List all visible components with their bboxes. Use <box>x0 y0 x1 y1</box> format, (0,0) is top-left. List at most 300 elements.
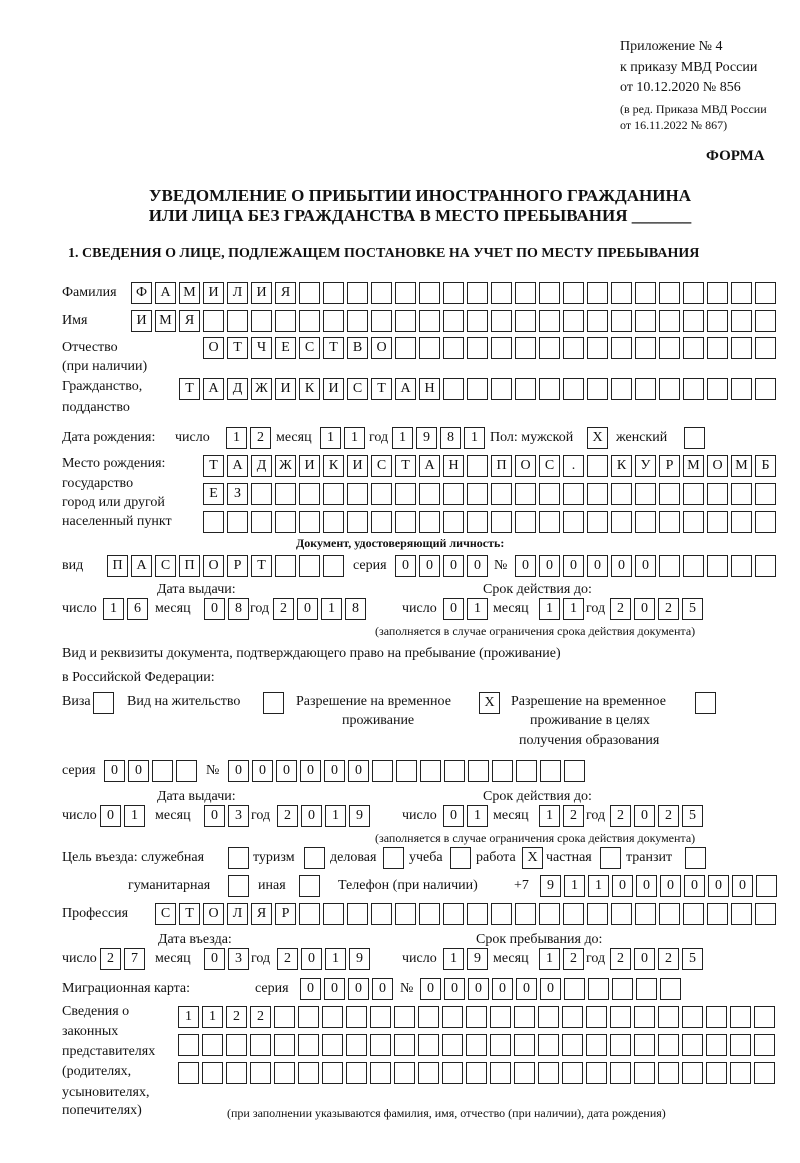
char-cell[interactable] <box>562 1034 583 1056</box>
char-cell[interactable] <box>251 511 272 533</box>
char-cell[interactable] <box>370 1034 391 1056</box>
char-cell[interactable] <box>610 1062 631 1084</box>
char-cell[interactable]: Н <box>443 455 464 477</box>
char-cell[interactable] <box>730 1034 751 1056</box>
char-cell[interactable]: 2 <box>563 805 584 827</box>
char-cell[interactable] <box>683 378 704 400</box>
char-cell[interactable] <box>346 1006 367 1028</box>
char-cell[interactable] <box>564 978 585 1000</box>
char-cell[interactable]: Т <box>179 903 200 925</box>
char-cell[interactable]: Р <box>659 455 680 477</box>
char-cell[interactable] <box>755 337 776 359</box>
char-cell[interactable] <box>419 483 440 505</box>
checkbox-box[interactable] <box>684 427 705 449</box>
char-cell[interactable] <box>467 282 488 304</box>
char-cell[interactable]: 0 <box>204 598 225 620</box>
char-cell[interactable] <box>755 282 776 304</box>
char-cell[interactable] <box>755 483 776 505</box>
char-cell[interactable] <box>394 1062 415 1084</box>
char-cell[interactable] <box>563 282 584 304</box>
char-cell[interactable]: Р <box>275 903 296 925</box>
char-cell[interactable]: А <box>155 282 176 304</box>
char-cell[interactable] <box>563 483 584 505</box>
char-cell[interactable]: К <box>299 378 320 400</box>
char-cell[interactable] <box>514 1006 535 1028</box>
char-cell[interactable]: 1 <box>103 598 124 620</box>
char-cell[interactable] <box>658 1034 679 1056</box>
char-cell[interactable] <box>418 1034 439 1056</box>
char-cell[interactable] <box>539 337 560 359</box>
char-cell[interactable] <box>395 483 416 505</box>
char-cell[interactable]: 1 <box>467 598 488 620</box>
char-cell[interactable] <box>347 282 368 304</box>
char-cell[interactable] <box>659 555 680 577</box>
char-cell[interactable]: О <box>203 903 224 925</box>
char-cell[interactable] <box>731 483 752 505</box>
char-cell[interactable]: 0 <box>301 805 322 827</box>
char-cell[interactable]: 1 <box>344 427 365 449</box>
char-cell[interactable]: Т <box>227 337 248 359</box>
char-cell[interactable]: 0 <box>634 598 655 620</box>
char-cell[interactable]: О <box>707 455 728 477</box>
char-cell[interactable]: А <box>227 455 248 477</box>
char-cell[interactable] <box>203 310 224 332</box>
checkbox-box[interactable]: X <box>479 692 500 714</box>
char-cell[interactable]: З <box>227 483 248 505</box>
char-cell[interactable] <box>372 760 393 782</box>
char-cell[interactable] <box>659 483 680 505</box>
char-cell[interactable] <box>706 1034 727 1056</box>
char-cell[interactable]: 0 <box>104 760 125 782</box>
char-cell[interactable]: В <box>347 337 368 359</box>
char-cell[interactable] <box>442 1034 463 1056</box>
char-cell[interactable]: 0 <box>252 760 273 782</box>
char-cell[interactable]: И <box>203 282 224 304</box>
char-cell[interactable]: 0 <box>128 760 149 782</box>
char-cell[interactable]: С <box>155 903 176 925</box>
char-cell[interactable]: А <box>131 555 152 577</box>
char-cell[interactable] <box>659 903 680 925</box>
char-cell[interactable]: 2 <box>277 805 298 827</box>
char-cell[interactable]: Я <box>275 282 296 304</box>
char-cell[interactable] <box>515 337 536 359</box>
char-cell[interactable]: 1 <box>202 1006 223 1028</box>
char-cell[interactable] <box>755 903 776 925</box>
char-cell[interactable]: 0 <box>372 978 393 1000</box>
char-cell[interactable] <box>635 511 656 533</box>
char-cell[interactable] <box>466 1062 487 1084</box>
char-cell[interactable]: О <box>203 555 224 577</box>
char-cell[interactable] <box>754 1034 775 1056</box>
char-cell[interactable] <box>514 1062 535 1084</box>
char-cell[interactable] <box>754 1006 775 1028</box>
char-cell[interactable] <box>490 1006 511 1028</box>
char-cell[interactable]: 0 <box>276 760 297 782</box>
char-cell[interactable]: 2 <box>610 598 631 620</box>
char-cell[interactable]: 7 <box>124 948 145 970</box>
char-cell[interactable] <box>419 903 440 925</box>
char-cell[interactable]: Т <box>203 455 224 477</box>
char-cell[interactable]: И <box>299 455 320 477</box>
checkbox-box[interactable]: X <box>522 847 543 869</box>
checkbox-box[interactable] <box>600 847 621 869</box>
char-cell[interactable]: 3 <box>228 948 249 970</box>
char-cell[interactable]: Д <box>251 455 272 477</box>
char-cell[interactable] <box>707 310 728 332</box>
char-cell[interactable] <box>395 337 416 359</box>
char-cell[interactable] <box>442 1006 463 1028</box>
char-cell[interactable]: Ф <box>131 282 152 304</box>
char-cell[interactable]: 2 <box>277 948 298 970</box>
char-cell[interactable]: 0 <box>611 555 632 577</box>
char-cell[interactable]: 1 <box>563 598 584 620</box>
char-cell[interactable] <box>731 282 752 304</box>
checkbox-box[interactable] <box>228 847 249 869</box>
char-cell[interactable]: 9 <box>416 427 437 449</box>
char-cell[interactable]: 2 <box>250 1006 271 1028</box>
char-cell[interactable] <box>612 978 633 1000</box>
char-cell[interactable]: 0 <box>587 555 608 577</box>
char-cell[interactable] <box>562 1062 583 1084</box>
char-cell[interactable] <box>514 1034 535 1056</box>
char-cell[interactable]: 1 <box>539 805 560 827</box>
char-cell[interactable] <box>707 282 728 304</box>
char-cell[interactable] <box>251 483 272 505</box>
char-cell[interactable] <box>419 511 440 533</box>
char-cell[interactable] <box>299 483 320 505</box>
char-cell[interactable]: 9 <box>540 875 561 897</box>
char-cell[interactable] <box>731 337 752 359</box>
char-cell[interactable] <box>707 555 728 577</box>
char-cell[interactable] <box>658 1006 679 1028</box>
char-cell[interactable] <box>152 760 173 782</box>
char-cell[interactable] <box>491 378 512 400</box>
char-cell[interactable] <box>755 378 776 400</box>
char-cell[interactable] <box>588 978 609 1000</box>
char-cell[interactable] <box>707 511 728 533</box>
char-cell[interactable]: И <box>251 282 272 304</box>
char-cell[interactable]: Е <box>203 483 224 505</box>
char-cell[interactable]: 0 <box>467 555 488 577</box>
char-cell[interactable]: 0 <box>100 805 121 827</box>
char-cell[interactable] <box>539 282 560 304</box>
char-cell[interactable] <box>587 483 608 505</box>
char-cell[interactable] <box>516 760 537 782</box>
char-cell[interactable] <box>491 337 512 359</box>
char-cell[interactable] <box>491 483 512 505</box>
char-cell[interactable] <box>298 1034 319 1056</box>
char-cell[interactable]: 1 <box>464 427 485 449</box>
char-cell[interactable] <box>539 483 560 505</box>
char-cell[interactable]: 1 <box>321 598 342 620</box>
char-cell[interactable] <box>251 310 272 332</box>
char-cell[interactable]: М <box>683 455 704 477</box>
char-cell[interactable]: 0 <box>684 875 705 897</box>
char-cell[interactable] <box>444 760 465 782</box>
char-cell[interactable] <box>490 1034 511 1056</box>
char-cell[interactable] <box>586 1006 607 1028</box>
char-cell[interactable]: 8 <box>440 427 461 449</box>
char-cell[interactable]: Т <box>395 455 416 477</box>
char-cell[interactable] <box>492 760 513 782</box>
checkbox-box[interactable] <box>263 692 284 714</box>
char-cell[interactable] <box>587 378 608 400</box>
char-cell[interactable]: 9 <box>349 948 370 970</box>
char-cell[interactable] <box>396 760 417 782</box>
char-cell[interactable] <box>754 1062 775 1084</box>
char-cell[interactable] <box>442 1062 463 1084</box>
char-cell[interactable] <box>659 378 680 400</box>
char-cell[interactable]: 0 <box>515 555 536 577</box>
char-cell[interactable] <box>515 310 536 332</box>
char-cell[interactable] <box>466 1034 487 1056</box>
char-cell[interactable]: С <box>347 378 368 400</box>
char-cell[interactable]: 0 <box>492 978 513 1000</box>
char-cell[interactable] <box>299 310 320 332</box>
char-cell[interactable] <box>178 1034 199 1056</box>
char-cell[interactable]: 1 <box>320 427 341 449</box>
char-cell[interactable]: К <box>611 455 632 477</box>
checkbox-box[interactable] <box>299 875 320 897</box>
char-cell[interactable]: С <box>155 555 176 577</box>
char-cell[interactable] <box>370 1006 391 1028</box>
char-cell[interactable]: И <box>131 310 152 332</box>
char-cell[interactable] <box>491 511 512 533</box>
char-cell[interactable] <box>659 511 680 533</box>
char-cell[interactable] <box>202 1062 223 1084</box>
char-cell[interactable]: И <box>347 455 368 477</box>
char-cell[interactable]: 2 <box>610 948 631 970</box>
char-cell[interactable]: 1 <box>325 948 346 970</box>
char-cell[interactable]: 0 <box>348 978 369 1000</box>
checkbox-box[interactable] <box>93 692 114 714</box>
char-cell[interactable]: 0 <box>612 875 633 897</box>
char-cell[interactable] <box>731 555 752 577</box>
char-cell[interactable]: 0 <box>540 978 561 1000</box>
char-cell[interactable] <box>443 483 464 505</box>
char-cell[interactable]: 0 <box>539 555 560 577</box>
char-cell[interactable]: 1 <box>325 805 346 827</box>
char-cell[interactable] <box>564 760 585 782</box>
char-cell[interactable] <box>443 310 464 332</box>
char-cell[interactable] <box>178 1062 199 1084</box>
char-cell[interactable]: А <box>203 378 224 400</box>
char-cell[interactable] <box>587 511 608 533</box>
char-cell[interactable]: И <box>323 378 344 400</box>
char-cell[interactable]: Л <box>227 903 248 925</box>
char-cell[interactable] <box>707 903 728 925</box>
char-cell[interactable] <box>226 1062 247 1084</box>
char-cell[interactable] <box>515 378 536 400</box>
char-cell[interactable]: 0 <box>420 978 441 1000</box>
char-cell[interactable] <box>587 903 608 925</box>
char-cell[interactable]: 0 <box>443 805 464 827</box>
char-cell[interactable] <box>443 511 464 533</box>
char-cell[interactable] <box>346 1034 367 1056</box>
char-cell[interactable]: 6 <box>127 598 148 620</box>
char-cell[interactable] <box>467 511 488 533</box>
char-cell[interactable]: Ч <box>251 337 272 359</box>
char-cell[interactable] <box>419 282 440 304</box>
char-cell[interactable]: Н <box>419 378 440 400</box>
char-cell[interactable] <box>443 282 464 304</box>
char-cell[interactable] <box>539 511 560 533</box>
char-cell[interactable]: 0 <box>300 760 321 782</box>
char-cell[interactable]: Е <box>275 337 296 359</box>
char-cell[interactable]: У <box>635 455 656 477</box>
char-cell[interactable]: Т <box>251 555 272 577</box>
char-cell[interactable] <box>538 1006 559 1028</box>
char-cell[interactable] <box>611 483 632 505</box>
char-cell[interactable] <box>683 511 704 533</box>
char-cell[interactable]: 2 <box>658 598 679 620</box>
char-cell[interactable] <box>323 310 344 332</box>
char-cell[interactable] <box>707 378 728 400</box>
char-cell[interactable] <box>347 310 368 332</box>
char-cell[interactable] <box>299 511 320 533</box>
char-cell[interactable] <box>683 282 704 304</box>
char-cell[interactable]: . <box>563 455 584 477</box>
char-cell[interactable]: М <box>179 282 200 304</box>
char-cell[interactable]: 0 <box>635 555 656 577</box>
char-cell[interactable]: 0 <box>301 948 322 970</box>
char-cell[interactable]: 1 <box>564 875 585 897</box>
char-cell[interactable] <box>538 1062 559 1084</box>
char-cell[interactable] <box>611 282 632 304</box>
char-cell[interactable] <box>274 1062 295 1084</box>
char-cell[interactable]: Я <box>251 903 272 925</box>
char-cell[interactable]: Л <box>227 282 248 304</box>
char-cell[interactable]: 5 <box>682 805 703 827</box>
char-cell[interactable] <box>635 378 656 400</box>
char-cell[interactable] <box>611 903 632 925</box>
char-cell[interactable]: 1 <box>539 948 560 970</box>
char-cell[interactable] <box>707 337 728 359</box>
char-cell[interactable]: А <box>395 378 416 400</box>
char-cell[interactable]: Т <box>323 337 344 359</box>
char-cell[interactable] <box>322 1034 343 1056</box>
char-cell[interactable]: 2 <box>273 598 294 620</box>
char-cell[interactable] <box>467 378 488 400</box>
char-cell[interactable] <box>202 1034 223 1056</box>
char-cell[interactable] <box>299 903 320 925</box>
char-cell[interactable] <box>418 1006 439 1028</box>
char-cell[interactable] <box>539 310 560 332</box>
char-cell[interactable] <box>275 555 296 577</box>
char-cell[interactable] <box>683 555 704 577</box>
char-cell[interactable]: 2 <box>250 427 271 449</box>
char-cell[interactable] <box>586 1034 607 1056</box>
char-cell[interactable]: А <box>419 455 440 477</box>
char-cell[interactable] <box>635 282 656 304</box>
char-cell[interactable] <box>371 483 392 505</box>
char-cell[interactable] <box>347 511 368 533</box>
char-cell[interactable] <box>660 978 681 1000</box>
char-cell[interactable]: 0 <box>324 760 345 782</box>
char-cell[interactable] <box>323 511 344 533</box>
char-cell[interactable] <box>707 483 728 505</box>
char-cell[interactable]: Т <box>179 378 200 400</box>
char-cell[interactable]: П <box>491 455 512 477</box>
char-cell[interactable]: Т <box>371 378 392 400</box>
char-cell[interactable]: М <box>731 455 752 477</box>
char-cell[interactable] <box>659 282 680 304</box>
char-cell[interactable]: 0 <box>395 555 416 577</box>
char-cell[interactable] <box>275 483 296 505</box>
char-cell[interactable] <box>394 1034 415 1056</box>
char-cell[interactable]: 0 <box>660 875 681 897</box>
char-cell[interactable] <box>443 337 464 359</box>
char-cell[interactable]: 5 <box>682 598 703 620</box>
char-cell[interactable] <box>562 1006 583 1028</box>
char-cell[interactable] <box>227 511 248 533</box>
char-cell[interactable] <box>682 1062 703 1084</box>
char-cell[interactable] <box>682 1006 703 1028</box>
char-cell[interactable] <box>466 1006 487 1028</box>
char-cell[interactable] <box>515 483 536 505</box>
char-cell[interactable] <box>610 1006 631 1028</box>
char-cell[interactable] <box>682 1034 703 1056</box>
char-cell[interactable] <box>346 1062 367 1084</box>
char-cell[interactable]: 3 <box>228 805 249 827</box>
char-cell[interactable] <box>323 282 344 304</box>
char-cell[interactable]: 8 <box>345 598 366 620</box>
char-cell[interactable]: 0 <box>324 978 345 1000</box>
char-cell[interactable] <box>563 903 584 925</box>
char-cell[interactable] <box>611 337 632 359</box>
char-cell[interactable] <box>563 337 584 359</box>
char-cell[interactable] <box>347 483 368 505</box>
char-cell[interactable]: Я <box>179 310 200 332</box>
char-cell[interactable] <box>587 282 608 304</box>
char-cell[interactable] <box>706 1062 727 1084</box>
char-cell[interactable] <box>468 760 489 782</box>
char-cell[interactable] <box>731 903 752 925</box>
char-cell[interactable] <box>322 1006 343 1028</box>
char-cell[interactable]: Р <box>227 555 248 577</box>
char-cell[interactable]: С <box>299 337 320 359</box>
char-cell[interactable]: 8 <box>228 598 249 620</box>
char-cell[interactable] <box>394 1006 415 1028</box>
char-cell[interactable]: 0 <box>204 948 225 970</box>
char-cell[interactable] <box>371 511 392 533</box>
char-cell[interactable] <box>443 378 464 400</box>
checkbox-box[interactable] <box>304 847 325 869</box>
char-cell[interactable] <box>610 1034 631 1056</box>
char-cell[interactable] <box>418 1062 439 1084</box>
char-cell[interactable]: Б <box>755 455 776 477</box>
char-cell[interactable]: П <box>179 555 200 577</box>
char-cell[interactable] <box>298 1006 319 1028</box>
char-cell[interactable]: 1 <box>178 1006 199 1028</box>
char-cell[interactable]: 1 <box>124 805 145 827</box>
char-cell[interactable] <box>659 310 680 332</box>
char-cell[interactable] <box>658 1062 679 1084</box>
char-cell[interactable]: М <box>155 310 176 332</box>
char-cell[interactable] <box>538 1034 559 1056</box>
char-cell[interactable] <box>611 511 632 533</box>
char-cell[interactable]: 0 <box>708 875 729 897</box>
char-cell[interactable]: Д <box>227 378 248 400</box>
char-cell[interactable] <box>730 1006 751 1028</box>
char-cell[interactable]: 0 <box>636 875 657 897</box>
char-cell[interactable]: 0 <box>443 555 464 577</box>
char-cell[interactable] <box>635 903 656 925</box>
char-cell[interactable]: 2 <box>658 948 679 970</box>
char-cell[interactable] <box>420 760 441 782</box>
char-cell[interactable] <box>587 337 608 359</box>
char-cell[interactable]: 0 <box>443 598 464 620</box>
